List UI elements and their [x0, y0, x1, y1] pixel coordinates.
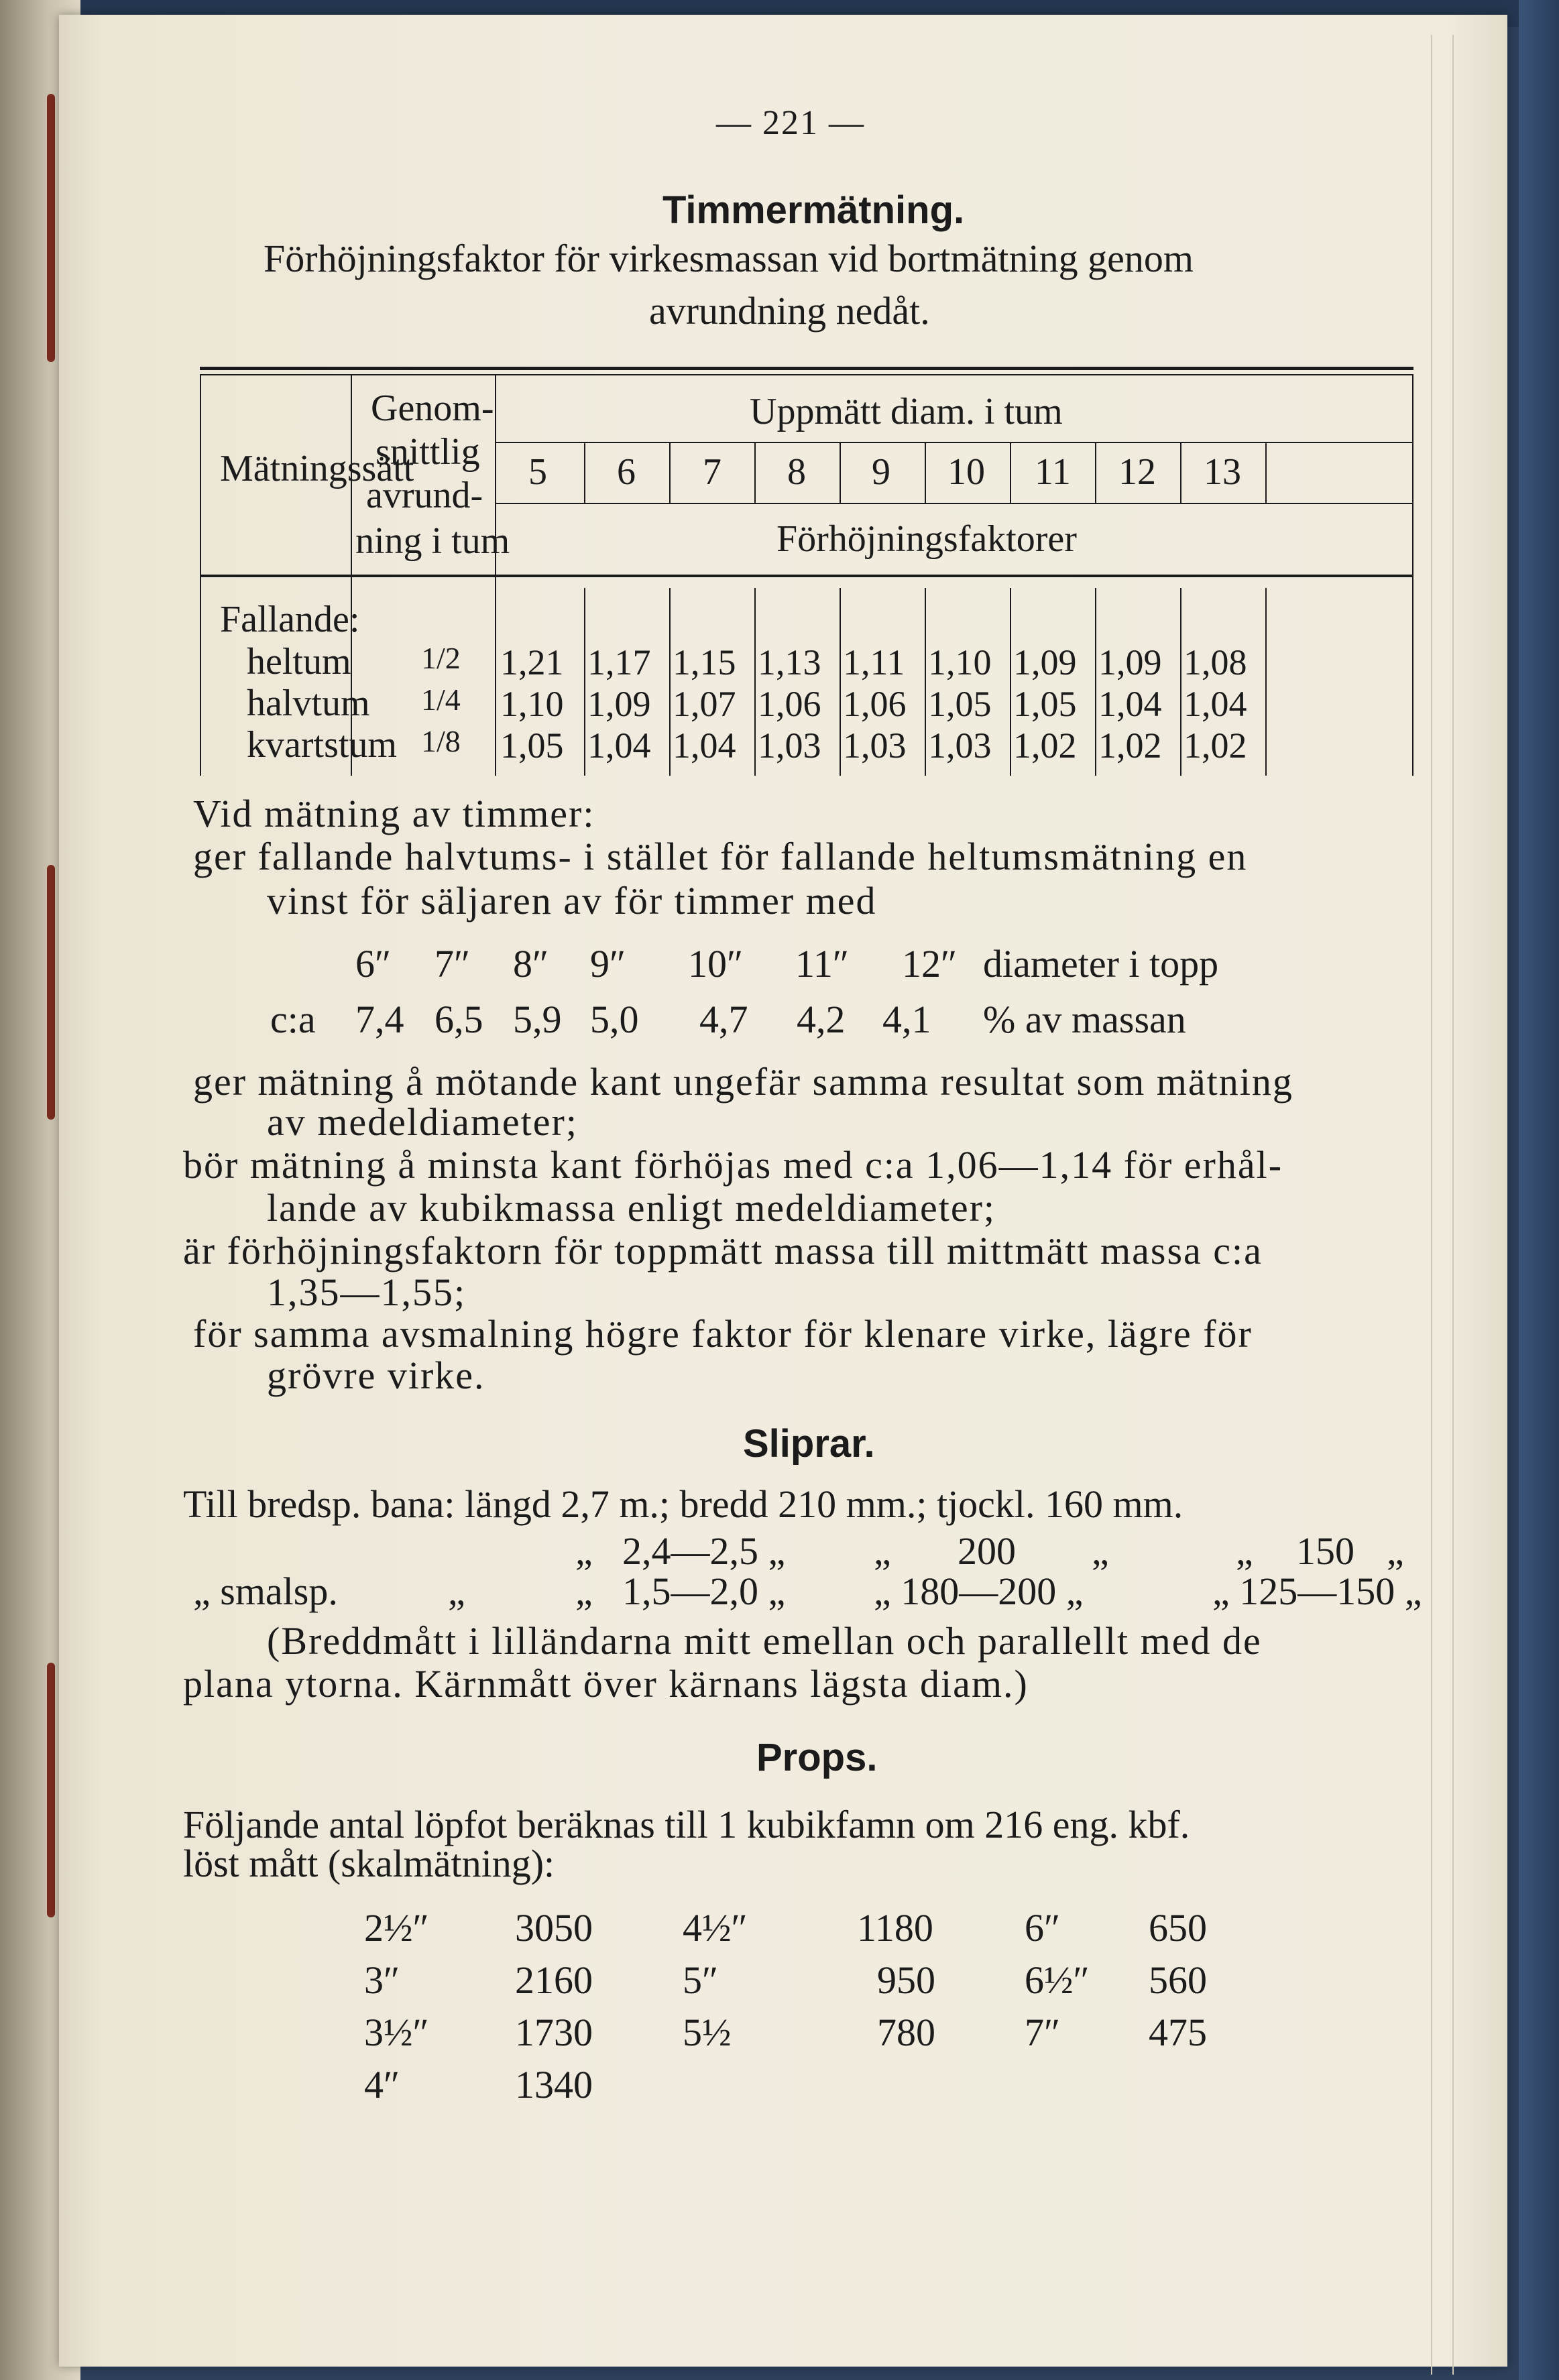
diam-col-10: 10 [947, 451, 985, 493]
props-cell: 475 [1149, 2011, 1207, 2054]
table-vrule [1010, 443, 1011, 503]
sliprar-cell: „ [448, 1569, 465, 1613]
pct-value: 6,5 [435, 998, 483, 1041]
props-cell: 4″ [364, 2063, 400, 2106]
sliprar-cell: „ smalsp. [193, 1569, 338, 1613]
factor-cell: 1,03 [843, 725, 907, 766]
table-vrule [925, 588, 926, 776]
props-cell: 7″ [1025, 2011, 1061, 2054]
table-vrule [200, 375, 201, 776]
text-vid: Vid mätning av timmer: [193, 792, 595, 835]
text-ger2a: ger mätning å mötande kant ungefär samma resultat som mätning [193, 1060, 1293, 1104]
pct-value: 5,0 [590, 998, 639, 1041]
sliprar-note-b: plana ytorna. Kärnmått över kärnans lägsta diam.) [183, 1662, 1029, 1706]
props-cell: 2160 [515, 1958, 593, 2002]
props-cell: 780 [877, 2011, 935, 2054]
table-vrule [1180, 443, 1181, 503]
text-ger1a: ger fallande halvtums- i stället för fallande heltumsmätning en [193, 835, 1248, 878]
props-cell: 1340 [515, 2063, 593, 2106]
props-cell: 560 [1149, 1958, 1207, 2002]
table-vrule [669, 588, 671, 776]
book-page [59, 15, 1507, 2367]
factor-cell: 1,07 [673, 684, 736, 724]
pct-suffix: % av massan [983, 998, 1186, 1041]
row-round: 1/2 [421, 641, 461, 675]
factor-cell: 1,09 [1098, 642, 1162, 682]
factor-cell: 1,21 [500, 642, 564, 682]
header-method: Mätningssätt [220, 448, 414, 489]
table-vrule [840, 443, 841, 503]
table-vrule [669, 443, 671, 503]
diam-value: 12″ [902, 942, 958, 986]
props-cell: 5″ [683, 1958, 719, 2002]
header-round-line: Genom- [371, 388, 494, 429]
group-label: Fallande: [220, 599, 360, 640]
sliprar-cell: „ [575, 1569, 593, 1613]
factor-table [200, 367, 1413, 776]
header-round-line: avrund- [366, 475, 483, 516]
subtitle-line-1: Förhöjningsfaktor för virkesmassan vid bortmätning genom [264, 237, 1194, 280]
text-ger2b: av medeldiameter; [267, 1100, 578, 1144]
diam-value: 9″ [590, 942, 626, 986]
props-intro-a: Följande antal löpfot beräknas till 1 kubikfamn om 216 eng. kbf. [183, 1803, 1190, 1846]
diam-col-12: 12 [1118, 451, 1156, 493]
diam-value: 6″ [355, 942, 392, 986]
sliprar-cell: 2,4—2,5 „ [622, 1529, 786, 1573]
props-cell: 650 [1149, 1906, 1207, 1950]
table-vrule [1095, 443, 1096, 503]
sliprar-cell: „ [874, 1529, 891, 1573]
header-round-line: ning i tum [355, 520, 510, 562]
table-vrule [754, 588, 756, 776]
sliprar-cell: „ 180—200 „ [874, 1569, 1084, 1613]
heading-sliprar: Sliprar. [743, 1422, 875, 1466]
pct-value: 4,1 [882, 998, 931, 1041]
props-cell: 2½″ [364, 1906, 429, 1950]
factor-cell: 1,03 [758, 725, 821, 766]
table-rule-diam [495, 442, 1413, 443]
diam-col-9: 9 [872, 451, 890, 493]
text-borb: lande av kubikmassa enligt medeldiameter; [267, 1186, 996, 1230]
factor-cell: 1,02 [1183, 725, 1247, 766]
row-label: halvtum [247, 682, 370, 724]
diam-col-5: 5 [528, 451, 547, 493]
factor-cell: 1,11 [843, 642, 905, 682]
props-cell: 4½″ [683, 1906, 748, 1950]
sliprar-cell: „ [1092, 1529, 1109, 1573]
diam-value: 8″ [513, 942, 549, 986]
diam-col-8: 8 [787, 451, 806, 493]
table-rule-top [200, 367, 1413, 370]
text-ara: är förhöjningsfaktorn för toppmätt massa till mittmätt massa c:a [183, 1229, 1263, 1272]
props-cell: 6″ [1025, 1906, 1061, 1950]
page-number: — 221 — [716, 104, 865, 142]
table-vrule [754, 443, 756, 503]
row-label: kvartstum [247, 724, 397, 766]
header-diam: Uppmätt diam. i tum [750, 391, 1063, 432]
factor-cell: 1,09 [587, 684, 651, 724]
sliprar-line-1: Till bredsp. bana: längd 2,7 m.; bredd 210 mm.; tjockl. 160 mm. [183, 1482, 1183, 1526]
diam-col-6: 6 [617, 451, 636, 493]
props-cell: 3050 [515, 1906, 593, 1950]
factor-cell: 1,04 [1098, 684, 1162, 724]
table-vrule [1412, 375, 1413, 776]
sliprar-cell: „ [575, 1529, 593, 1573]
factor-cell: 1,04 [1183, 684, 1247, 724]
diam-value: 7″ [435, 942, 471, 986]
diam-col-13: 13 [1204, 451, 1241, 493]
factor-cell: 1,04 [673, 725, 736, 766]
props-cell: 6½″ [1025, 1958, 1090, 2002]
page-edge-lines [1431, 35, 1454, 2375]
factor-cell: 1,13 [758, 642, 821, 682]
row-round: 1/4 [421, 682, 461, 717]
table-vrule [495, 375, 496, 776]
table-vrule [1010, 588, 1011, 776]
table-vrule [840, 588, 841, 776]
sliprar-cell: „ 125—150 „ [1212, 1569, 1422, 1613]
heading-timmermatning: Timmermätning. [662, 188, 965, 232]
props-cell: 1180 [857, 1906, 933, 1950]
binding-thread [47, 865, 55, 1120]
factor-cell: 1,10 [928, 642, 992, 682]
factor-cell: 1,02 [1098, 725, 1162, 766]
binding-thread [47, 1663, 55, 1917]
factor-cell: 1,04 [587, 725, 651, 766]
props-intro-b: löst mått (skalmätning): [183, 1842, 555, 1885]
table-vrule [1095, 588, 1096, 776]
table-rule-top-thin [200, 374, 1413, 375]
diam-value: 10″ [688, 942, 744, 986]
sliprar-cell: 200 [958, 1529, 1016, 1573]
heading-props: Props. [756, 1736, 878, 1779]
row-round: 1/8 [421, 724, 461, 758]
subtitle-line-2: avrundning nedåt. [649, 289, 930, 333]
factor-cell: 1,02 [1013, 725, 1077, 766]
factor-cell: 1,15 [673, 642, 736, 682]
table-rule-factors [495, 503, 1413, 504]
diam-suffix: diameter i topp [983, 942, 1219, 986]
factor-cell: 1,17 [587, 642, 651, 682]
factor-cell: 1,08 [1183, 642, 1247, 682]
table-vrule [925, 443, 926, 503]
factor-cell: 1,05 [1013, 684, 1077, 724]
sliprar-cell: „ [1236, 1529, 1253, 1573]
props-cell: 5½ [683, 2011, 732, 2054]
binding-thread [47, 94, 55, 362]
sliprar-cell: 150 [1296, 1529, 1354, 1573]
header-factors: Förhöjningsfaktorer [776, 518, 1077, 560]
factor-cell: 1,06 [758, 684, 821, 724]
text-forb: grövre virke. [267, 1354, 485, 1397]
text-ger1b: vinst för säljaren av för timmer med [267, 879, 877, 923]
sliprar-cell: „ [1387, 1529, 1404, 1573]
diam-col-11: 11 [1035, 451, 1071, 493]
diam-value: 11″ [795, 942, 850, 986]
sliprar-note-a: (Breddmått i lilländarna mitt emellan och parallellt med de [267, 1619, 1262, 1663]
table-vrule [1180, 588, 1181, 776]
table-vrule [584, 443, 585, 503]
diam-col-7: 7 [703, 451, 721, 493]
pct-prefix: c:a [270, 998, 316, 1041]
table-vrule [1265, 588, 1267, 776]
table-rule-header [200, 575, 1413, 577]
row-label: heltum [247, 641, 351, 682]
pct-value: 5,9 [513, 998, 562, 1041]
pct-value: 4,7 [699, 998, 748, 1041]
sliprar-cell: 1,5—2,0 „ [622, 1569, 786, 1613]
props-cell: 3″ [364, 1958, 400, 2002]
header-round-line: snittlig [376, 431, 480, 473]
book-cover-right [1519, 0, 1559, 2380]
text-bora: bör mätning å minsta kant förhöjas med c:a 1,06—1,14 för erhål- [183, 1143, 1283, 1187]
text-fora: för samma avsmalning högre faktor för klenare virke, lägre för [193, 1312, 1253, 1356]
props-cell: 3½″ [364, 2011, 429, 2054]
factor-cell: 1,09 [1013, 642, 1077, 682]
pct-value: 4,2 [797, 998, 846, 1041]
table-vrule [1265, 443, 1267, 503]
factor-cell: 1,05 [500, 725, 564, 766]
props-cell: 1730 [515, 2011, 593, 2054]
props-cell: 950 [877, 1958, 935, 2002]
factor-cell: 1,10 [500, 684, 564, 724]
pct-value: 7,4 [355, 998, 404, 1041]
text-arb: 1,35—1,55; [267, 1270, 467, 1314]
factor-cell: 1,06 [843, 684, 907, 724]
factor-cell: 1,05 [928, 684, 992, 724]
table-vrule [584, 588, 585, 776]
factor-cell: 1,03 [928, 725, 992, 766]
